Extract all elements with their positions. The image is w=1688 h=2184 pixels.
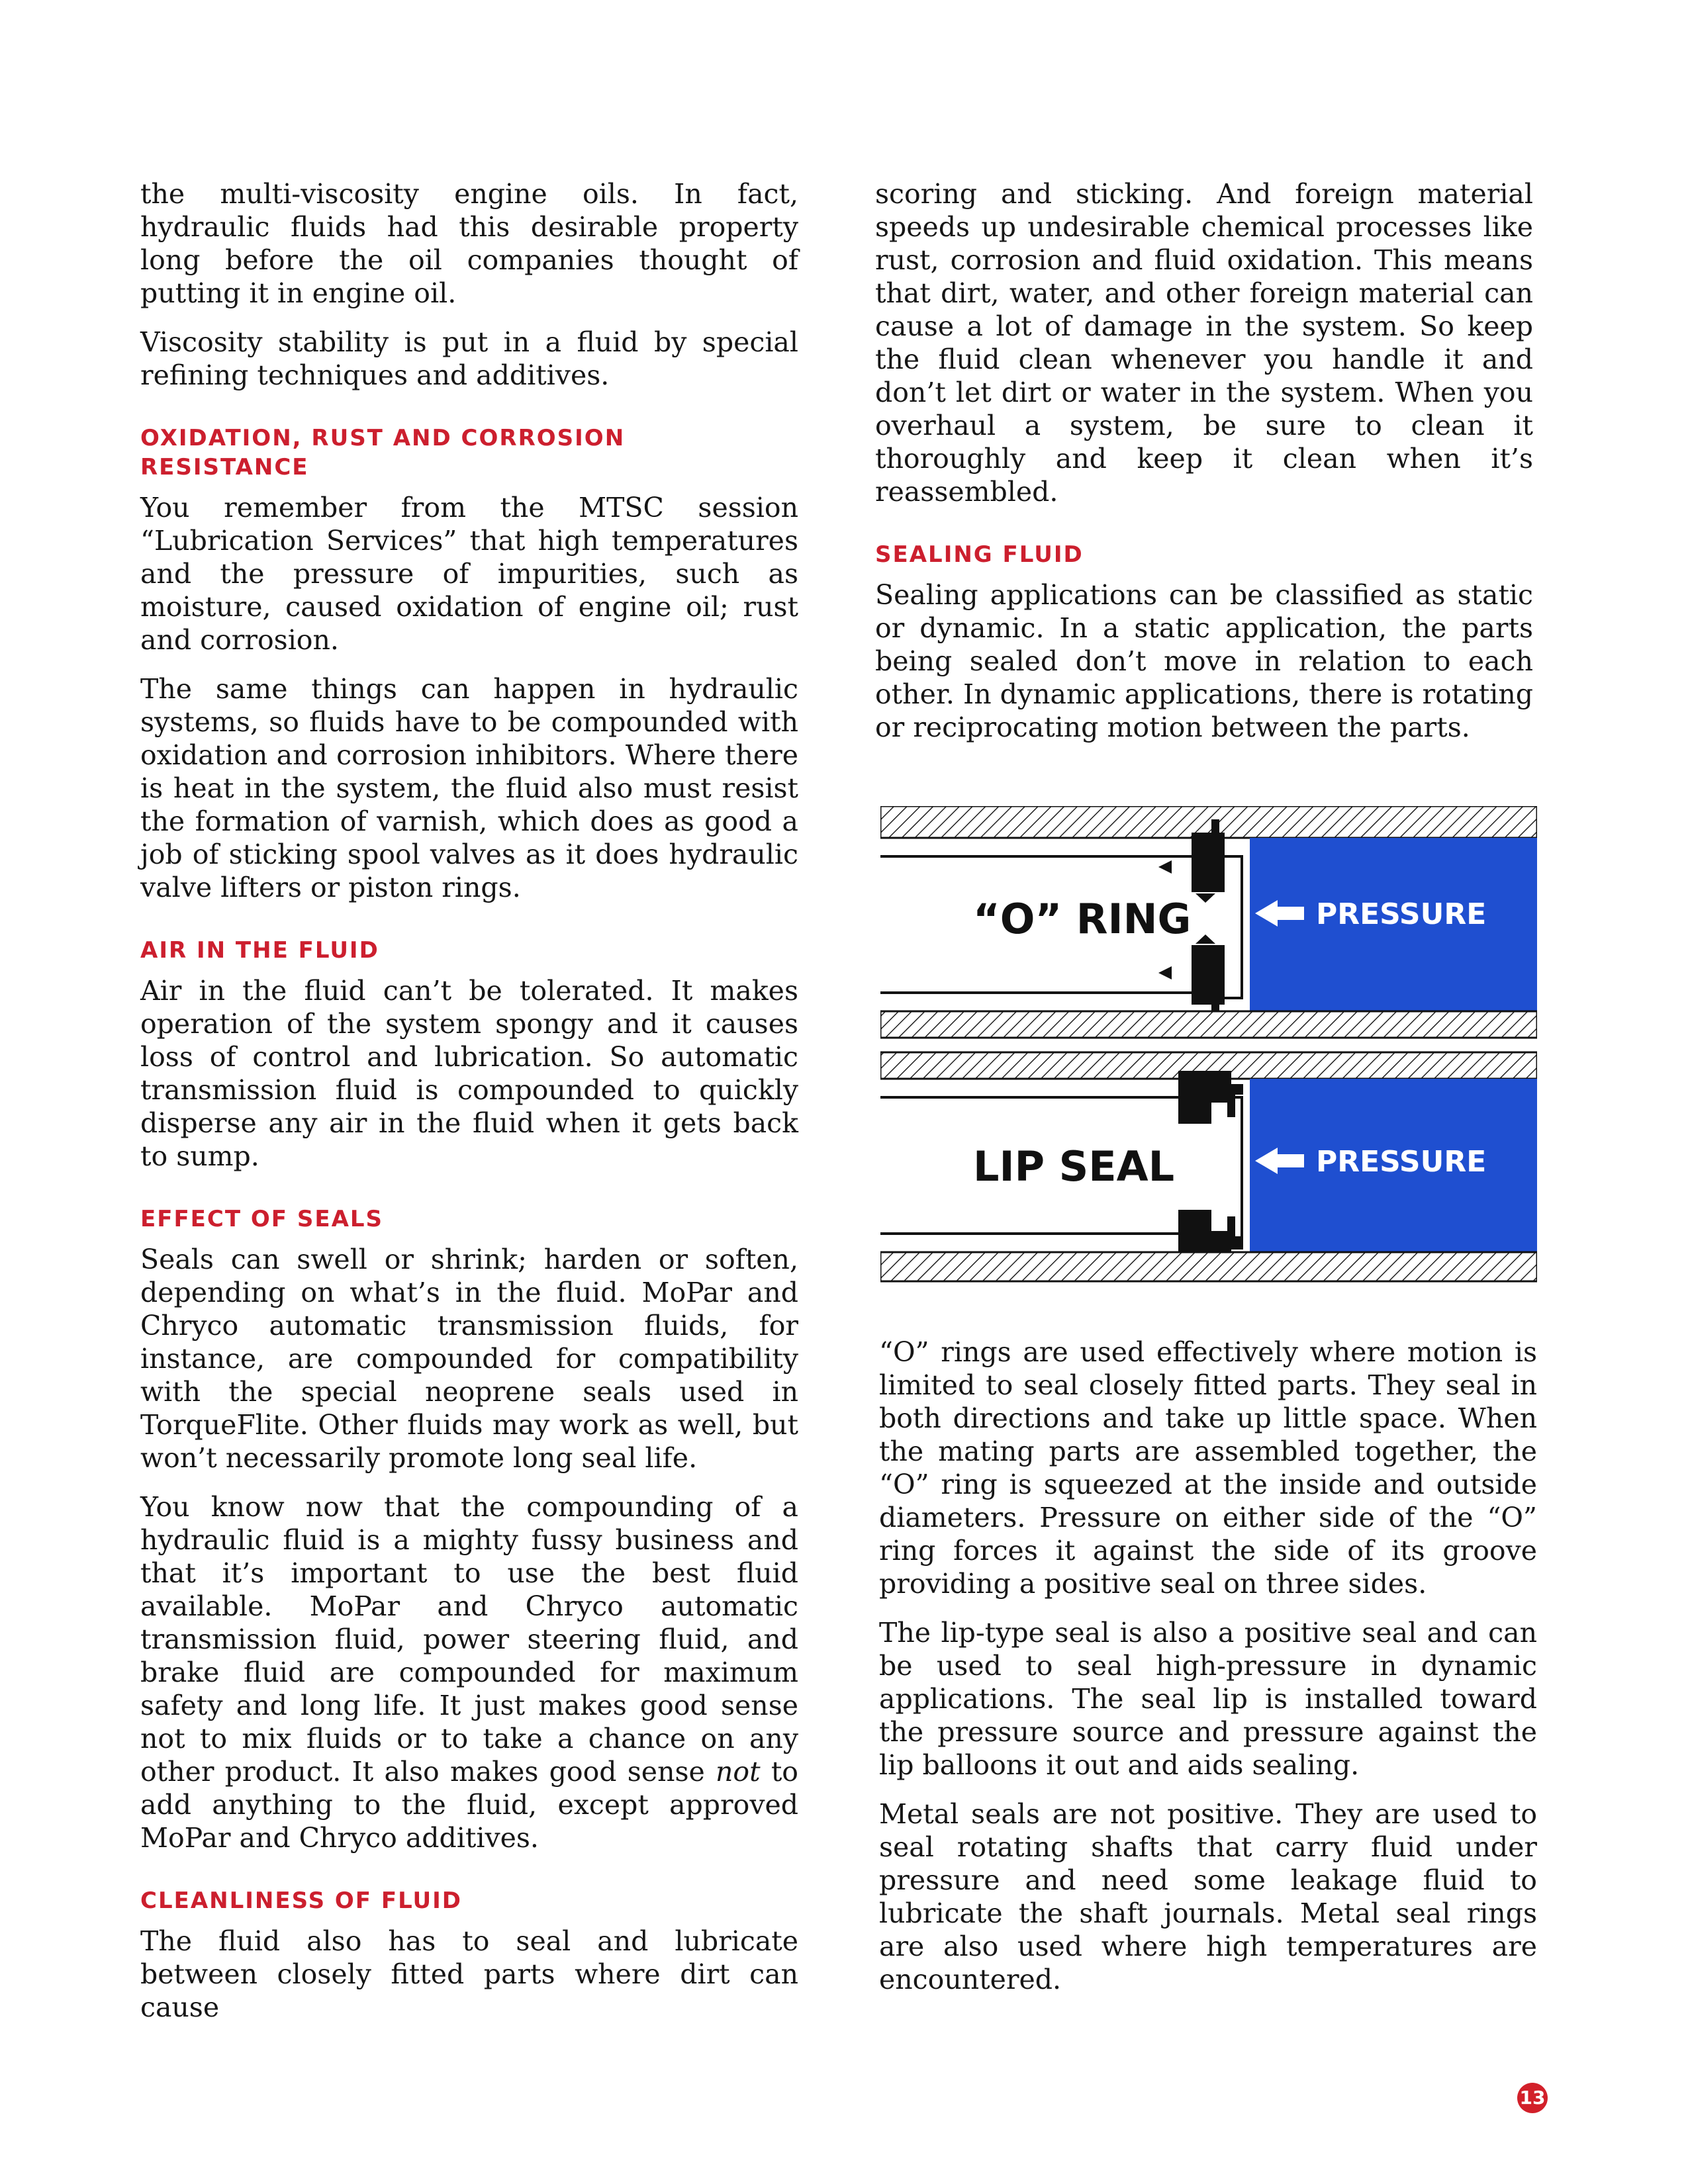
pressure-label-bottom: PRESSURE: [1316, 1145, 1487, 1179]
section-heading-sealing: SEALING FLUID: [875, 541, 1084, 568]
paragraph: The lip-type seal is also a positive seal and can be used to seal high-pressure in dynamic applications. The seal lip is installed toward the pressure source and pressure against the lip balloons it out and aids sealing.: [879, 1617, 1537, 1781]
section-heading-oxidation: OXIDATION, RUST AND CORROSION RESISTANCE: [140, 425, 626, 480]
o-ring-panel: [880, 806, 1537, 1038]
pressure-label-top: PRESSURE: [1316, 897, 1487, 931]
housing-bottom: [880, 1252, 1537, 1281]
text-span: to add anything to the fluid, except approved MoPar and Chryco additives.: [140, 1756, 798, 1854]
right-column-bottom: [879, 1336, 1537, 2012]
paragraph: Sealing applications can be classified as static or dynamic. In a static application, the parts being sealed don’t move in relation to each other. In dynamic applications, there is rotating or reciprocating motion between the parts.: [875, 579, 1533, 743]
section-heading-cleanliness: CLEANLINESS OF FLUID: [140, 1888, 463, 1914]
paragraph: You remember from the MTSC session “Lubrication Services” that high temperatures and the pressure of impurities, such as moisture, caused oxidation of engine oil; rust and corrosion.: [140, 492, 798, 656]
paragraph: “O” rings are used effectively where motion is limited to seal closely fitted parts. They seal in both directions and take up little space. When the mating parts are assembled together, the “O” ring is squeezed at the inside and outside diameters. Pressure on either side of the “O” ring forces it against the side of its groove providing a positive seal on three sides.: [879, 1336, 1537, 1600]
paragraph: Viscosity stability is put in a fluid by special refining techniques and additives.: [140, 326, 798, 391]
seal-diagram-svg: [880, 806, 1537, 1289]
section-heading-seals: EFFECT OF SEALS: [140, 1206, 384, 1232]
paragraph: The fluid also has to seal and lubricate between closely fitted parts where dirt can cause: [140, 1925, 798, 2023]
paragraph: the multi-viscosity engine oils. In fact, hydraulic fluids had this desirable property long before the oil companies thought of putting it in engine oil.: [140, 178, 798, 309]
housing-middle-top: [880, 1011, 1537, 1038]
left-column: [140, 177, 798, 2040]
lip-seal-label: LIP SEAL: [973, 1142, 1175, 1191]
paragraph: Seals can swell or shrink; harden or soften, depending on what’s in the fluid. MoPar and Chryco automatic transmission fluids, for instance, are compounded for compatibility with the special neoprene seals used in TorqueFlite. Other fluids may work as well, but won’t necessarily promote long seal life.: [140, 1244, 798, 1474]
page-number-badge: 13: [1517, 2083, 1548, 2113]
right-column-top: [875, 177, 1533, 760]
seal-diagram: [880, 806, 1537, 1289]
section-heading-air: AIR IN THE FLUID: [140, 937, 379, 964]
emphasis-text: not: [716, 1756, 761, 1788]
paragraph: Metal seals are not positive. They are used to seal rotating shafts that carry fluid under pressure and need some leakage fluid to lubricate the shaft journals. Metal seal rings are also used where high temperatures are encountered.: [879, 1798, 1537, 1995]
paragraph: scoring and sticking. And foreign material speeds up undesirable chemical processes like rust, corrosion and fluid oxidation. This means that dirt, water, and other foreign material can cause a lot of damage in the system. So keep the fluid clean whenever you handle it and don’t let dirt or water in the system. When you overhaul a system, be sure to clean it thoroughly and keep it clean when it’s reassembled.: [875, 178, 1533, 508]
paragraph: Air in the fluid can’t be tolerated. It makes operation of the system spongy and it causes loss of control and lubrication. So automatic transmission fluid is compounded to quickly disperse any air in the fluid when it gets back to sump.: [140, 975, 798, 1172]
paragraph: The same things can happen in hydraulic systems, so fluids have to be compounded with oxidation and corrosion inhibitors. Where there is heat in the system, the fluid also must resist the formation of varnish, which does as good a job of sticking spool valves as it does hydraulic valve lifters or piston rings.: [140, 673, 798, 903]
text-span: You know now that the compounding of a hydraulic fluid is a mighty fussy business and that it’s important to use the best fluid available. MoPar and Chryco automatic transmission fluid, power steering fluid, and brake fluid are compounded for maximum safety and long life. It just makes good sense not to mix fluids or to take a chance on any other product. It also makes good sense: [140, 1491, 798, 1788]
paragraph: [140, 1490, 798, 1854]
o-ring-label: “O” RING: [973, 895, 1192, 943]
lip-seal-panel: [880, 1052, 1537, 1281]
o-ring-seal-lower: [1158, 934, 1225, 1018]
